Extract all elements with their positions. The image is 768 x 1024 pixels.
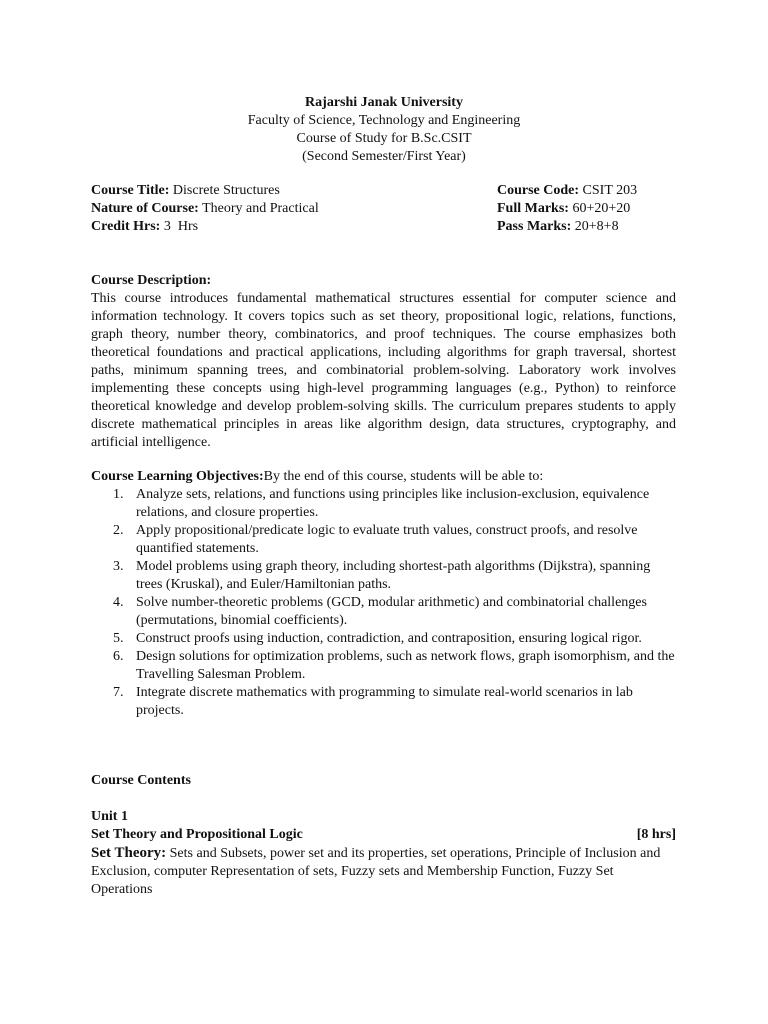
document-header	[0, 94, 768, 166]
university-name: Rajarshi Janak University	[305, 95, 463, 110]
list-item: 2. Apply propositional/predicate logic to evaluate truth values, construct proofs, and resolve quantified statements.	[113, 523, 638, 556]
course-contents-heading: Course Contents	[91, 773, 191, 788]
nature-of-course: Nature of Course: Theory and Practical	[91, 201, 319, 216]
topic-label: Set Theory:	[91, 845, 167, 861]
course-meta	[91, 182, 676, 236]
description-text: This course introduces fundamental mathematical structures essential for computer science and information technology. It covers topics such as set theory, propositional logic, relations, functions, graph theory, number theory, combinatorics, and proof techniques. The course emphasizes both theoretical foundations and practical applications, including algorithms for graph traversal, shortest paths, minimum spanning trees, and combinatorial problem-solving. Laboratory work involves implementing these concepts using high-level programming languages (e.g., Python) to reinforce theoretical knowledge and develop problem-solving skills. The curriculum prepares students to apply discrete mathematical principles in areas like algorithm design, data structures, cryptography, and artificial intelligence.	[91, 291, 676, 450]
list-item: 3. Model problems using graph theory, including shortest-path algorithms (Dijkstra), spanning trees (Kruskal), and Euler/Hamiltonian paths.	[113, 559, 651, 592]
list-item: 7. Integrate discrete mathematics with programming to simulate real-world scenarios in lab projects.	[113, 685, 633, 718]
unit-label: Unit 1	[91, 809, 128, 824]
course-description	[91, 272, 676, 452]
objectives-heading: Course Learning Objectives:	[91, 469, 264, 484]
description-heading: Course Description:	[91, 273, 212, 288]
objectives-header	[91, 468, 676, 486]
list-item: 4. Solve number-theoretic problems (GCD, modular arithmetic) and combinatorial challenges (permutations, binomial coefficients).	[113, 595, 647, 628]
list-item: 5. Construct proofs using induction, contradiction, and contraposition, ensuring logical rigor.	[113, 631, 642, 646]
unit-title: Set Theory and Propositional Logic	[91, 827, 303, 842]
unit-hours: [8 hrs]	[636, 827, 676, 842]
list-item: 1. Analyze sets, relations, and functions using principles like inclusion-exclusion, equivalence relations, and closure properties.	[113, 487, 650, 520]
unit-1-section	[91, 808, 676, 899]
unit-title-row	[91, 826, 676, 844]
credit-hours: Credit Hrs: 3 Hrs	[91, 219, 199, 234]
semester-info: (Second Semester/First Year)	[302, 149, 466, 164]
faculty-name: Faculty of Science, Technology and Engineering	[247, 113, 521, 128]
topic-text: Sets and Subsets, power set and its properties, set operations, Principle of Inclusion and Exclusion, computer Representation of sets, Fuzzy sets and Membership Function, Fuzzy Set Operations	[91, 846, 661, 897]
objectives-list	[91, 486, 676, 720]
unit-topic	[91, 844, 676, 899]
course-title: Course Title: Discrete Structures	[91, 183, 280, 198]
course-of-study: Course of Study for B.Sc.CSIT	[296, 131, 472, 146]
list-item: 6. Design solutions for optimization problems, such as network flows, graph isomorphism, and the Travelling Salesman Problem.	[113, 649, 675, 682]
learning-objectives	[91, 468, 676, 720]
full-marks: Full Marks: 60+20+20	[497, 201, 631, 216]
course-code: Course Code: CSIT 203	[497, 183, 638, 198]
objectives-intro: By the end of this course, students will be able to:	[263, 469, 544, 484]
pass-marks: Pass Marks: 20+8+8	[497, 219, 619, 234]
